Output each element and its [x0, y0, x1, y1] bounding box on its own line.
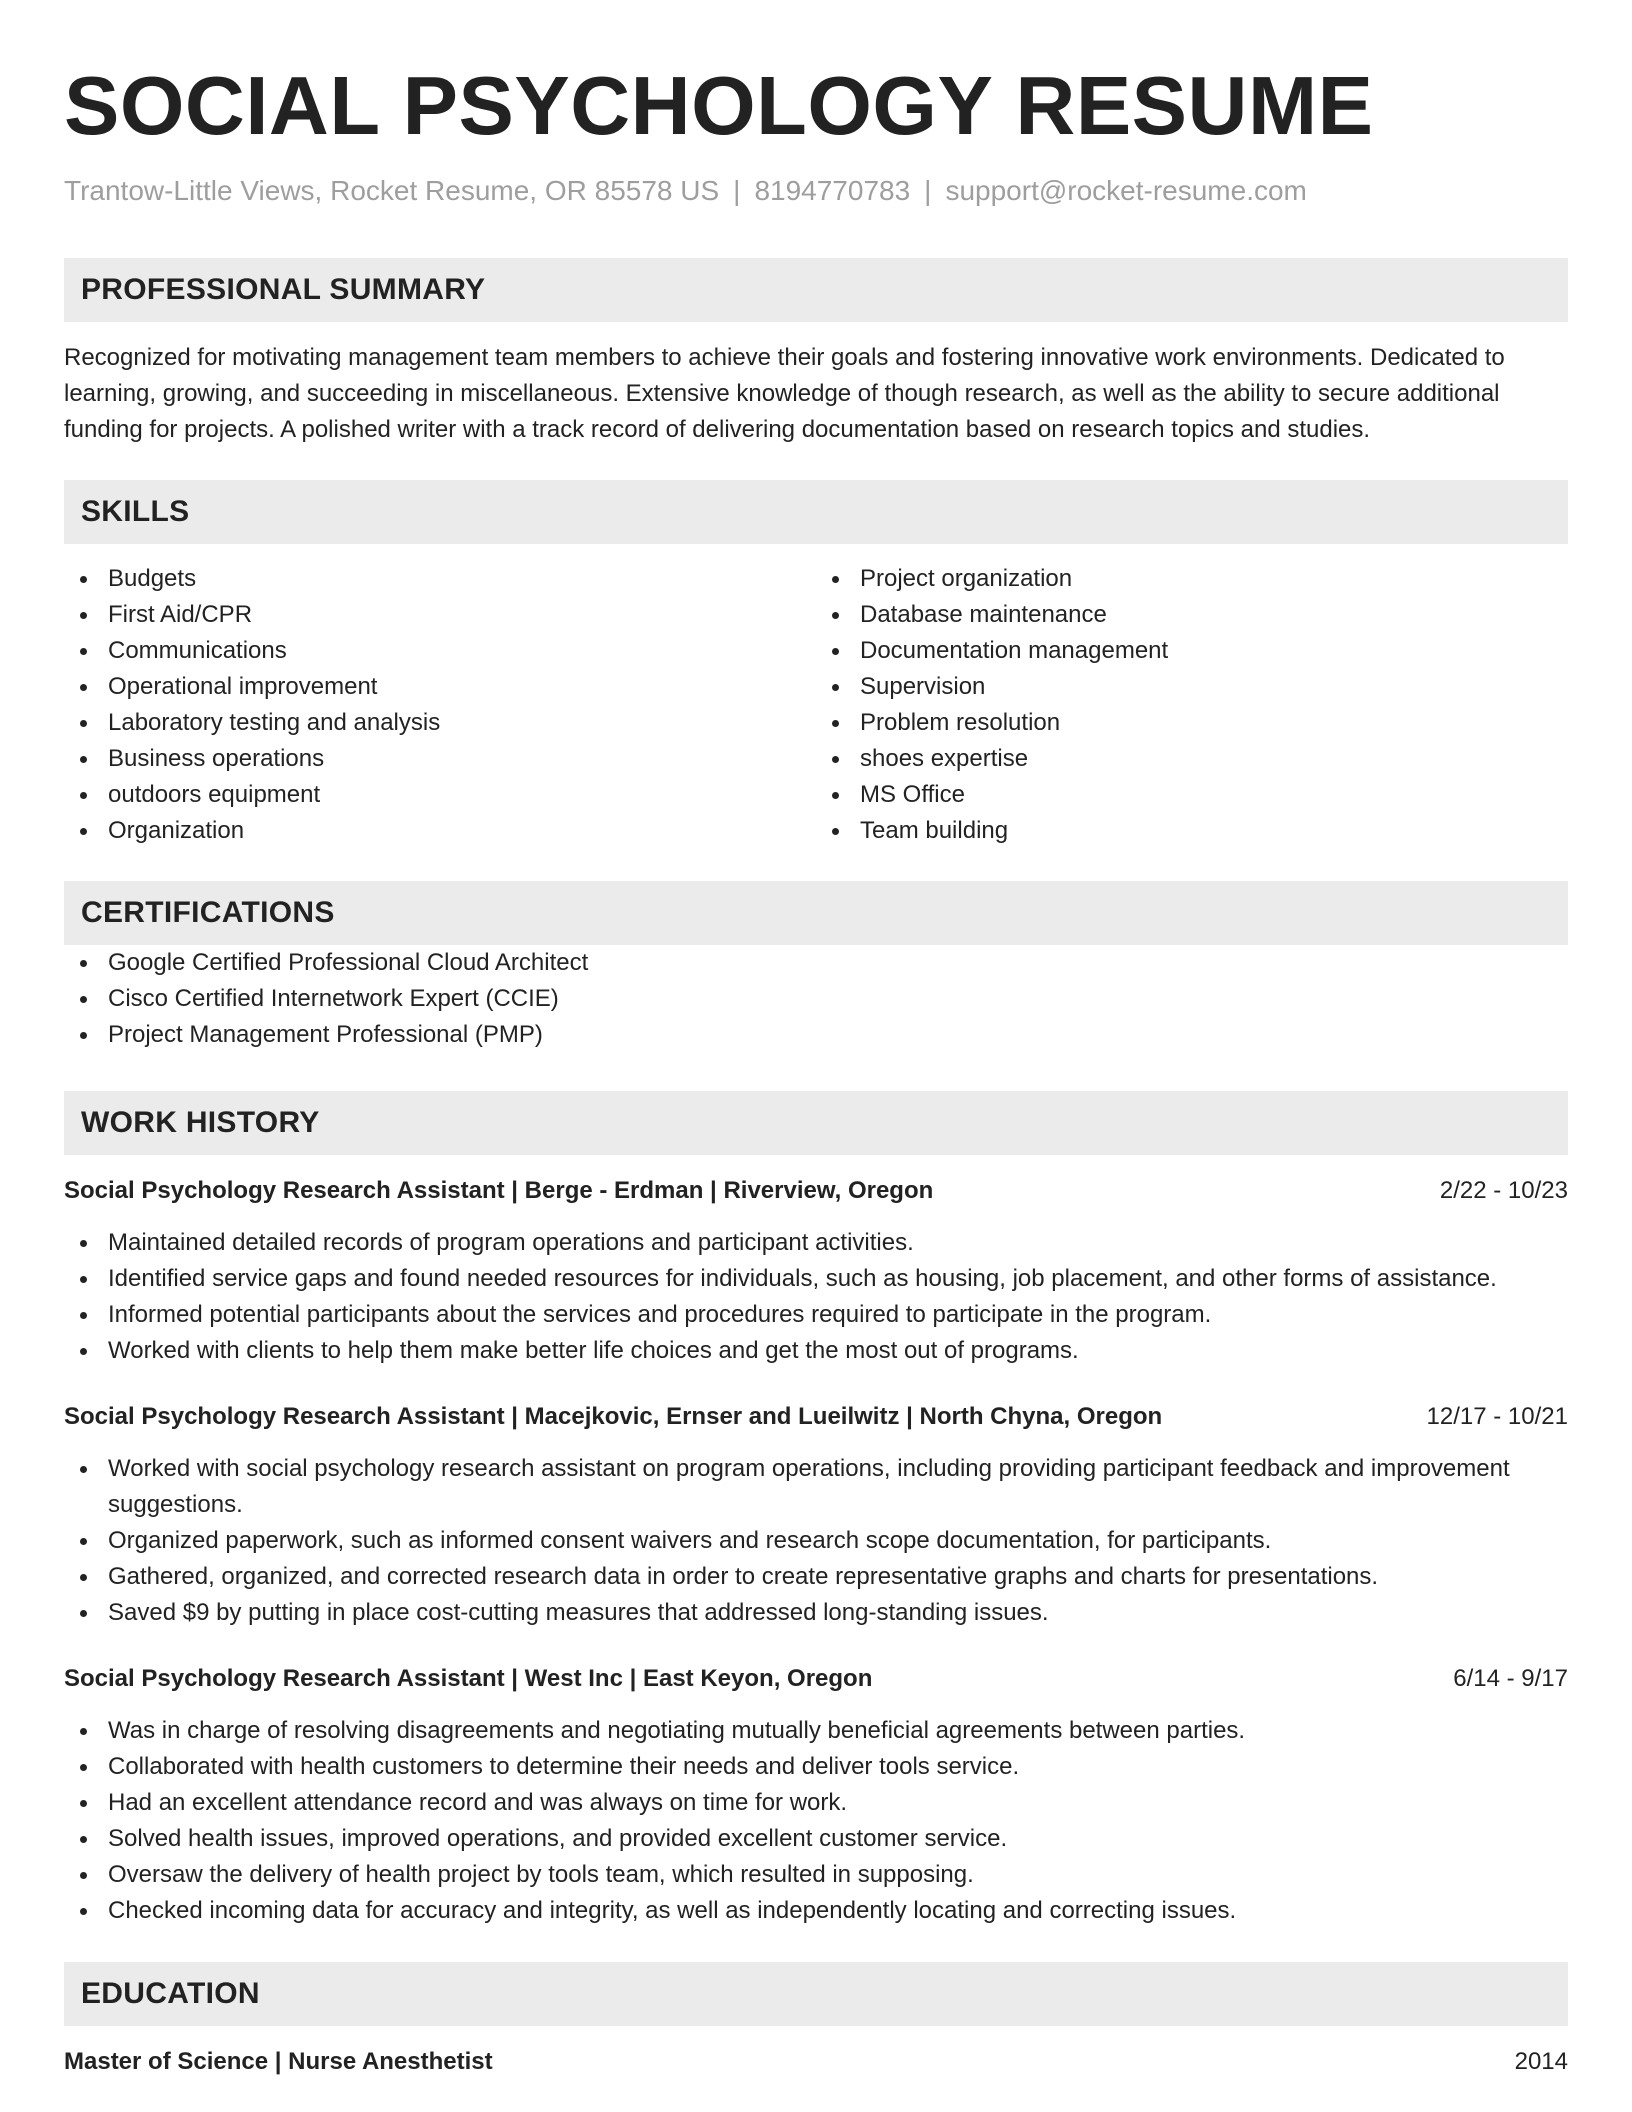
job-bullet: Worked with social psychology research assistant on program operations, including providing participant feedback and improvement suggestions.: [64, 1451, 1568, 1523]
skills-list: [64, 561, 1568, 849]
contact-email: support@rocket-resume.com: [945, 175, 1307, 206]
skill-item: Operational improvement: [64, 669, 816, 705]
certification-item: Google Certified Professional Cloud Architect: [64, 945, 1568, 981]
skills-right-list: [816, 561, 1568, 849]
job-title: Social Psychology Research Assistant | Berge - Erdman | Riverview, Oregon: [64, 1177, 934, 1204]
contact-separator: |: [924, 175, 932, 206]
skills-column-left: [64, 561, 816, 849]
job-bullet: Checked incoming data for accuracy and integrity, as well as independently locating and correcting issues.: [64, 1893, 1568, 1929]
job-header: [64, 1173, 1568, 1209]
section-heading-summary: PROFESSIONAL SUMMARY: [64, 258, 1568, 322]
education-degree: Master of Science | Nurse Anesthetist: [64, 2048, 493, 2075]
education-entry: [64, 2044, 1568, 2080]
job-bullets: [64, 1451, 1568, 1631]
job-bullet: Was in charge of resolving disagreements and negotiating mutually beneficial agreements between parties.: [64, 1713, 1568, 1749]
certification-item: Cisco Certified Internetwork Expert (CCIE): [64, 981, 1568, 1017]
section-heading-education: EDUCATION: [64, 1962, 1568, 2026]
skills-left-list: [64, 561, 816, 849]
skill-item: Supervision: [816, 669, 1568, 705]
job-bullet: Saved $9 by putting in place cost-cutting measures that addressed long-standing issues.: [64, 1595, 1568, 1631]
summary-text: Recognized for motivating management team members to achieve their goals and fostering innovative work environments. Dedicated to learning, growing, and succeeding in miscellaneous. Extensive knowledge of though research, as well as the ability to secure additional funding for projects. A polished writer with a track record of delivering documentation based on research topics and studies.: [64, 344, 1505, 443]
job-bullet: Oversaw the delivery of health project by tools team, which resulted in supposing.: [64, 1857, 1568, 1893]
job-dates: 12/17 - 10/21: [1426, 1403, 1568, 1430]
skill-item: Organization: [64, 813, 816, 849]
skill-item: Documentation management: [816, 633, 1568, 669]
job-bullet: Maintained detailed records of program operations and participant activities.: [64, 1225, 1568, 1261]
skill-item: Problem resolution: [816, 705, 1568, 741]
job-bullet: Informed potential participants about the services and procedures required to participate in the program.: [64, 1297, 1568, 1333]
certification-item: Project Management Professional (PMP): [64, 1017, 1568, 1053]
skill-item: Communications: [64, 633, 816, 669]
job-bullets: [64, 1713, 1568, 1929]
skill-item: Database maintenance: [816, 597, 1568, 633]
job-entry: [64, 1661, 1568, 1929]
job-entry: [64, 1173, 1568, 1369]
skill-item: outdoors equipment: [64, 777, 816, 813]
job-entry: [64, 1399, 1568, 1631]
skill-item: Project organization: [816, 561, 1568, 597]
certifications-list: [64, 945, 1568, 1053]
skill-item: Business operations: [64, 741, 816, 777]
job-header: [64, 1399, 1568, 1435]
section-heading-skills: SKILLS: [64, 480, 1568, 544]
contact-separator: |: [733, 175, 741, 206]
job-title: Social Psychology Research Assistant | West Inc | East Keyon, Oregon: [64, 1665, 873, 1692]
job-bullet: Identified service gaps and found needed resources for individuals, such as housing, job placement, and other forms of assistance.: [64, 1261, 1568, 1297]
contact-phone: 8194770783: [754, 175, 911, 206]
job-dates: 2/22 - 10/23: [1439, 1177, 1568, 1204]
job-bullet: Worked with clients to help them make better life choices and get the most out of programs.: [64, 1333, 1568, 1369]
job-bullet: Gathered, organized, and corrected research data in order to create representative graphs and charts for presentations.: [64, 1559, 1568, 1595]
skill-item: MS Office: [816, 777, 1568, 813]
job-header: [64, 1661, 1568, 1697]
job-bullet: Had an excellent attendance record and was always on time for work.: [64, 1785, 1568, 1821]
contact-line: [64, 175, 1568, 207]
job-title: Social Psychology Research Assistant | Macejkovic, Ernser and Lueilwitz | North Chyna, Oregon: [64, 1403, 1163, 1430]
education-year: 2014: [1514, 2048, 1568, 2075]
section-heading-certifications: CERTIFICATIONS: [64, 881, 1568, 945]
contact-address: Trantow-Little Views, Rocket Resume, OR 85578 US: [64, 175, 720, 206]
job-bullets: [64, 1225, 1568, 1369]
resume-title: SOCIAL PSYCHOLOGY RESUME: [64, 59, 1374, 152]
skill-item: Budgets: [64, 561, 816, 597]
skill-item: shoes expertise: [816, 741, 1568, 777]
skills-column-right: [816, 561, 1568, 849]
job-bullet: Solved health issues, improved operations, and provided excellent customer service.: [64, 1821, 1568, 1857]
job-bullet: Collaborated with health customers to determine their needs and deliver tools service.: [64, 1749, 1568, 1785]
section-heading-work-history: WORK HISTORY: [64, 1091, 1568, 1155]
job-dates: 6/14 - 9/17: [1453, 1665, 1568, 1692]
skill-item: Team building: [816, 813, 1568, 849]
skill-item: Laboratory testing and analysis: [64, 705, 816, 741]
job-bullet: Organized paperwork, such as informed consent waivers and research scope documentation, for participants.: [64, 1523, 1568, 1559]
skill-item: First Aid/CPR: [64, 597, 816, 633]
